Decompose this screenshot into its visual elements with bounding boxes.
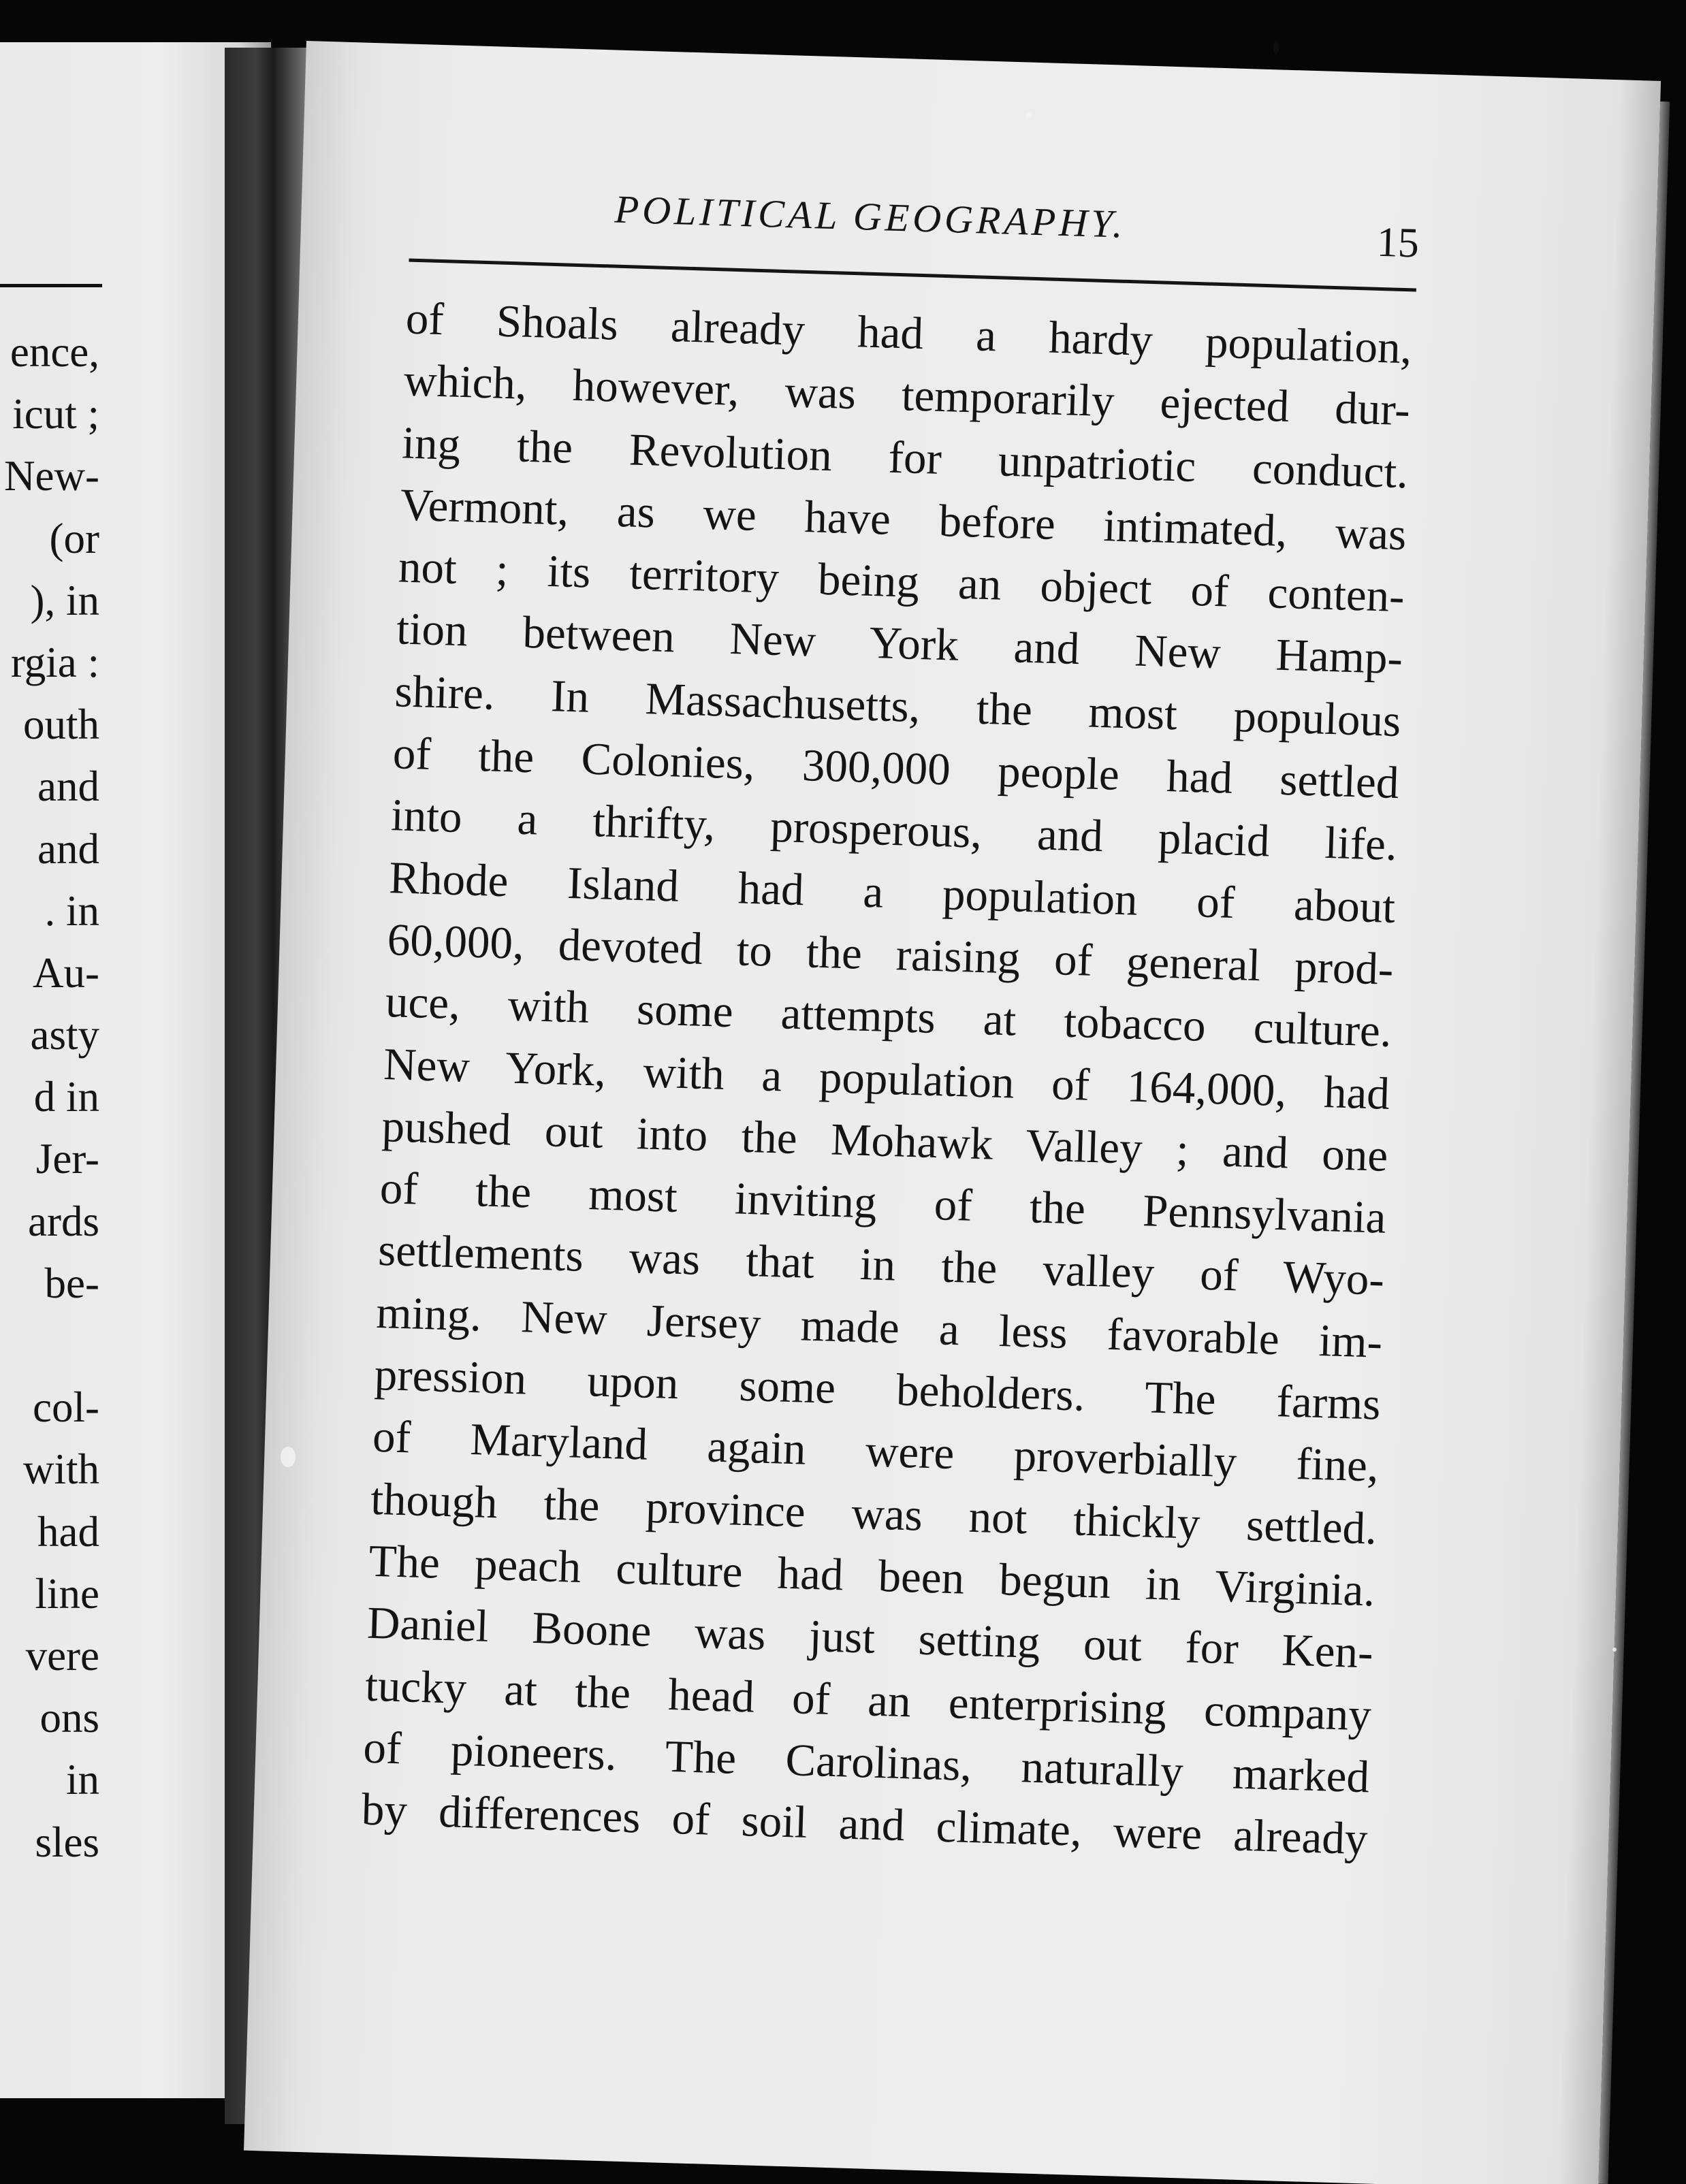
left-text-line: rgia : <box>10 638 99 686</box>
text-line: ing the Revolution for unpatriotic conduct. <box>401 417 1410 498</box>
left-text-line: be- <box>44 1259 99 1307</box>
left-text-line: d in <box>33 1073 99 1121</box>
text-line: The peach culture had been begun in Virginia. <box>368 1535 1376 1616</box>
text-line: settlements was that in the valley of Wyo- <box>377 1225 1385 1306</box>
left-text-line: and <box>37 762 99 811</box>
text-line: though the province was not thickly settled. <box>370 1473 1378 1554</box>
text-line: pression upon some beholders. The farms <box>373 1349 1382 1430</box>
text-line: of Maryland again were proverbially fine, <box>372 1411 1380 1492</box>
text-line: ming. New Jersey made a less favorable im- <box>375 1287 1384 1368</box>
right-page <box>244 41 1661 2184</box>
left-text-line: New- <box>4 452 99 500</box>
text-line: of Shoals already had a hardy population, <box>404 293 1413 374</box>
text-line: Daniel Boone was just setting out for Ken- <box>366 1597 1374 1678</box>
text-line: of the Colonies, 300,000 people had settled <box>392 728 1400 809</box>
text-line: into a thrifty, prosperous, and placid life. <box>390 790 1398 871</box>
header-rule <box>409 259 1416 292</box>
text-line: uce, with some attempts at tobacco culture. <box>385 976 1393 1057</box>
left-text-line: ence, <box>10 328 99 376</box>
text-line: Rhode Island had a population of about <box>388 852 1397 933</box>
left-text-line: asty <box>30 1011 99 1059</box>
left-text-line: vere <box>25 1631 99 1680</box>
film-speck <box>1025 112 1032 118</box>
left-page-header-rule <box>0 284 102 287</box>
text-line: tucky at the head of an enterprising company <box>364 1660 1372 1740</box>
text-line: tion between New York and New Hamp- <box>396 603 1403 684</box>
left-text-line: Jer- <box>35 1135 99 1183</box>
text-line: New York, with a population of 164,000, had <box>383 1038 1390 1119</box>
text-line: pushed out into the Mohawk Valley ; and one <box>381 1100 1389 1181</box>
left-text-line: line <box>35 1569 99 1618</box>
text-line: shire. In Massachusetts, the most populous <box>394 666 1402 746</box>
film-speck <box>1612 1648 1617 1652</box>
page-edge <box>1598 101 1670 2184</box>
left-text-line: in <box>65 1756 99 1804</box>
text-line: by differences of soil and climate, were already <box>360 1784 1369 1865</box>
body-text <box>361 288 1413 1871</box>
left-text-line: icut ; <box>12 390 99 438</box>
text-line: of pioneers. The Carolinas, naturally marked <box>362 1722 1371 1803</box>
left-text-line: (or <box>49 514 99 562</box>
text-line: which, however, was temporarily ejected dur- <box>403 355 1411 436</box>
left-text-line: col- <box>33 1383 99 1432</box>
left-text-line: ards <box>28 1197 99 1245</box>
left-text-line: ons <box>39 1694 99 1742</box>
left-page-text <box>4 321 99 1874</box>
page-number: 15 <box>1375 219 1420 267</box>
left-text-line: ), in <box>30 576 99 624</box>
film-speck <box>1273 41 1279 54</box>
left-text-line: had <box>37 1507 99 1556</box>
film-speck <box>281 1447 296 1467</box>
left-text-line: with <box>22 1445 99 1494</box>
left-text-line: and <box>37 824 99 873</box>
running-head: POLITICAL GEOGRAPHY. <box>614 187 1127 246</box>
text-line: not ; its territory being an object of conten- <box>398 541 1405 622</box>
text-line: Vermont, as we have before intimated, was <box>399 479 1407 560</box>
left-text-line: sles <box>35 1818 99 1866</box>
left-text-line: outh <box>22 701 99 749</box>
left-text-line: . in <box>44 886 99 935</box>
left-text-line: Au- <box>33 948 99 997</box>
text-line: 60,000, devoted to the raising of general prod- <box>386 914 1395 995</box>
text-line: of the most inviting of the Pennsylvania <box>379 1163 1387 1243</box>
